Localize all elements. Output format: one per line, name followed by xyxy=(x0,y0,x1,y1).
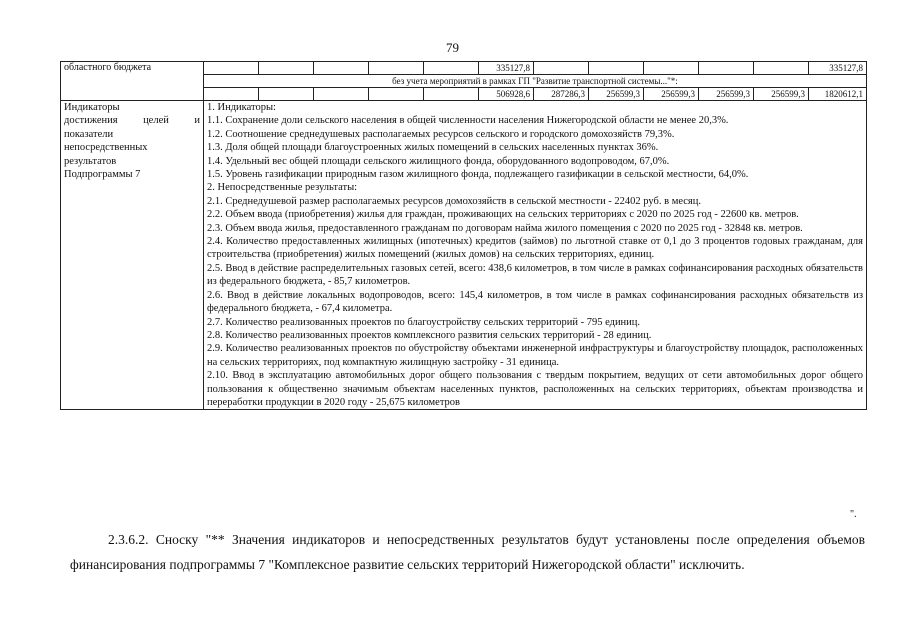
value-cell: 506928,6 xyxy=(479,88,534,101)
indicators-label-word: и xyxy=(194,115,200,127)
budget-table xyxy=(60,61,867,410)
indicator-item: 2.5. Ввод в действие распределительных газовых сетей, всего: 438,6 километров, в том числе в рамках софинансирования расходных обязательств из федерального бюджета, - 85,7 километров. xyxy=(207,262,863,288)
budget-cell xyxy=(204,62,259,75)
budget-cell: 335127,8 xyxy=(479,62,534,75)
indicator-item: 1.1. Сохранение доли сельского населения в общей численности населения Нижегородской области не менее 20,3%. xyxy=(207,115,729,127)
value-cell xyxy=(369,88,424,101)
indicator-item: 2.3. Объем ввода жилья, предоставленного гражданам по договорам найма жилого помещения с 2020 по 2025 год - 32848 кв. метров. xyxy=(207,222,803,234)
budget-cell xyxy=(644,62,699,75)
value-cell xyxy=(424,88,479,101)
indicator-item: 1.4. Удельный вес общей площади сельского жилищного фонда, оборудованного водопроводом, 67,0%. xyxy=(207,155,670,167)
value-cell xyxy=(259,88,314,101)
indicators-label-line: непосредственных xyxy=(64,142,148,154)
indicator-item: 2.1. Среднедушевой размер располагаемых ресурсов домохозяйств в сельской местности - 22402 руб. в месяц. xyxy=(207,195,702,207)
value-cell: 256599,3 xyxy=(644,88,699,101)
indicator-item: 1. Индикаторы: xyxy=(207,102,276,113)
indicator-item: 1.5. Уровень газификации природным газом жилищного фонда, подлежащего газификации в сельской местности, 64,0%. xyxy=(207,169,749,181)
value-cell xyxy=(204,88,259,101)
indicators-label-line: показатели xyxy=(64,128,114,140)
budget-cell xyxy=(754,62,809,75)
indicator-item: 2.10. Ввод в эксплуатацию автомобильных дорог общего пользования с твердым покрытием, ведущих от сети автомобильных дорог общего пользования к общественно значимым объектам населенных пунктов, расположенных на сельских территориях, объектам производства и переработки продукции в 2020 году - 25,675 километров xyxy=(207,370,863,408)
footer-text: 2.3.6.2. Сноску "** Значения индикаторов и непосредственных результатов будут установлены после определения объемов финансирования подпрограммы 7 "Комплексное развитие сельских территорий Нижегородской области" исключить. xyxy=(70,532,865,572)
indicators-label-line: результатов xyxy=(64,155,117,167)
indicator-item: 2.8. Количество реализованных проектов комплексного развития сельских территорий - 28 единиц. xyxy=(207,329,652,341)
note-cell: без учета мероприятий в рамках ГП "Развитие транспортной системы..."*: xyxy=(204,75,867,88)
indicator-item: 2. Непосредственные результаты: xyxy=(207,182,358,194)
indicator-item: 2.4. Количество предоставленных жилищных (ипотечных) кредитов (займов) по льготной ставке от 0,1 до 3 процентов годовых гражданам, для строительства (приобретения) жилых помещений (жилых домов) на сельских территориях, единиц. xyxy=(207,236,863,261)
end-quote: ". xyxy=(850,509,857,520)
budget-cell-total: 335127,8 xyxy=(809,62,867,75)
budget-cell xyxy=(314,62,369,75)
indicators-label-line xyxy=(64,114,200,127)
budget-cell xyxy=(534,62,589,75)
indicator-item: 2.9. Количество реализованных проектов по обустройству объектами инженерной инфраструктуры и благоустройству площадок, расположенных на сельских территориях, под компактную жилищную застройку - 31 единица. xyxy=(207,343,863,368)
indicator-item: 2.7. Количество реализованных проектов по благоустройству сельских территорий - 795 единиц. xyxy=(207,316,641,328)
value-cell: 256599,3 xyxy=(589,88,644,101)
page-number: 79 xyxy=(446,40,459,55)
budget-row xyxy=(61,62,867,75)
value-cell: 256599,3 xyxy=(699,88,754,101)
budget-cell xyxy=(259,62,314,75)
indicator-item: 2.2. Объем ввода (приобретения) жилья для граждан, проживающих на сельских территориях с 2020 по 2025 год - 22600 кв. метров. xyxy=(207,209,799,221)
indicators-content xyxy=(204,101,867,410)
indicator-item: 2.6. Ввод в действие локальных водопроводов, всего: 145,4 километров, в том числе в рамках софинансирования расходных обязательств из федерального бюджета, - 67,4 километра. xyxy=(207,289,863,315)
footer-paragraph xyxy=(70,527,865,577)
indicator-item: 1.3. Доля общей площади благоустроенных жилых помещений в сельских населенных пунктах 36%. xyxy=(207,142,659,154)
value-cell: 287286,3 xyxy=(534,88,589,101)
indicators-label-word: достижения xyxy=(64,115,118,127)
budget-row-label: областного бюджета xyxy=(61,62,204,101)
indicators-label xyxy=(61,101,204,410)
budget-cell xyxy=(424,62,479,75)
budget-cell xyxy=(369,62,424,75)
indicators-label-line: Подпрограммы 7 xyxy=(64,169,141,181)
indicators-label-line: Индикаторы xyxy=(64,102,120,113)
value-cell xyxy=(314,88,369,101)
indicator-item: 1.2. Соотношение среднедушевых располагаемых ресурсов сельского и городского домохозяйств 79,3%. xyxy=(207,128,675,140)
value-cell-total: 1820612,1 xyxy=(809,88,867,101)
budget-cell xyxy=(699,62,754,75)
indicators-label-word: целей xyxy=(143,115,169,127)
indicators-row xyxy=(61,101,867,410)
budget-cell xyxy=(589,62,644,75)
value-cell: 256599,3 xyxy=(754,88,809,101)
